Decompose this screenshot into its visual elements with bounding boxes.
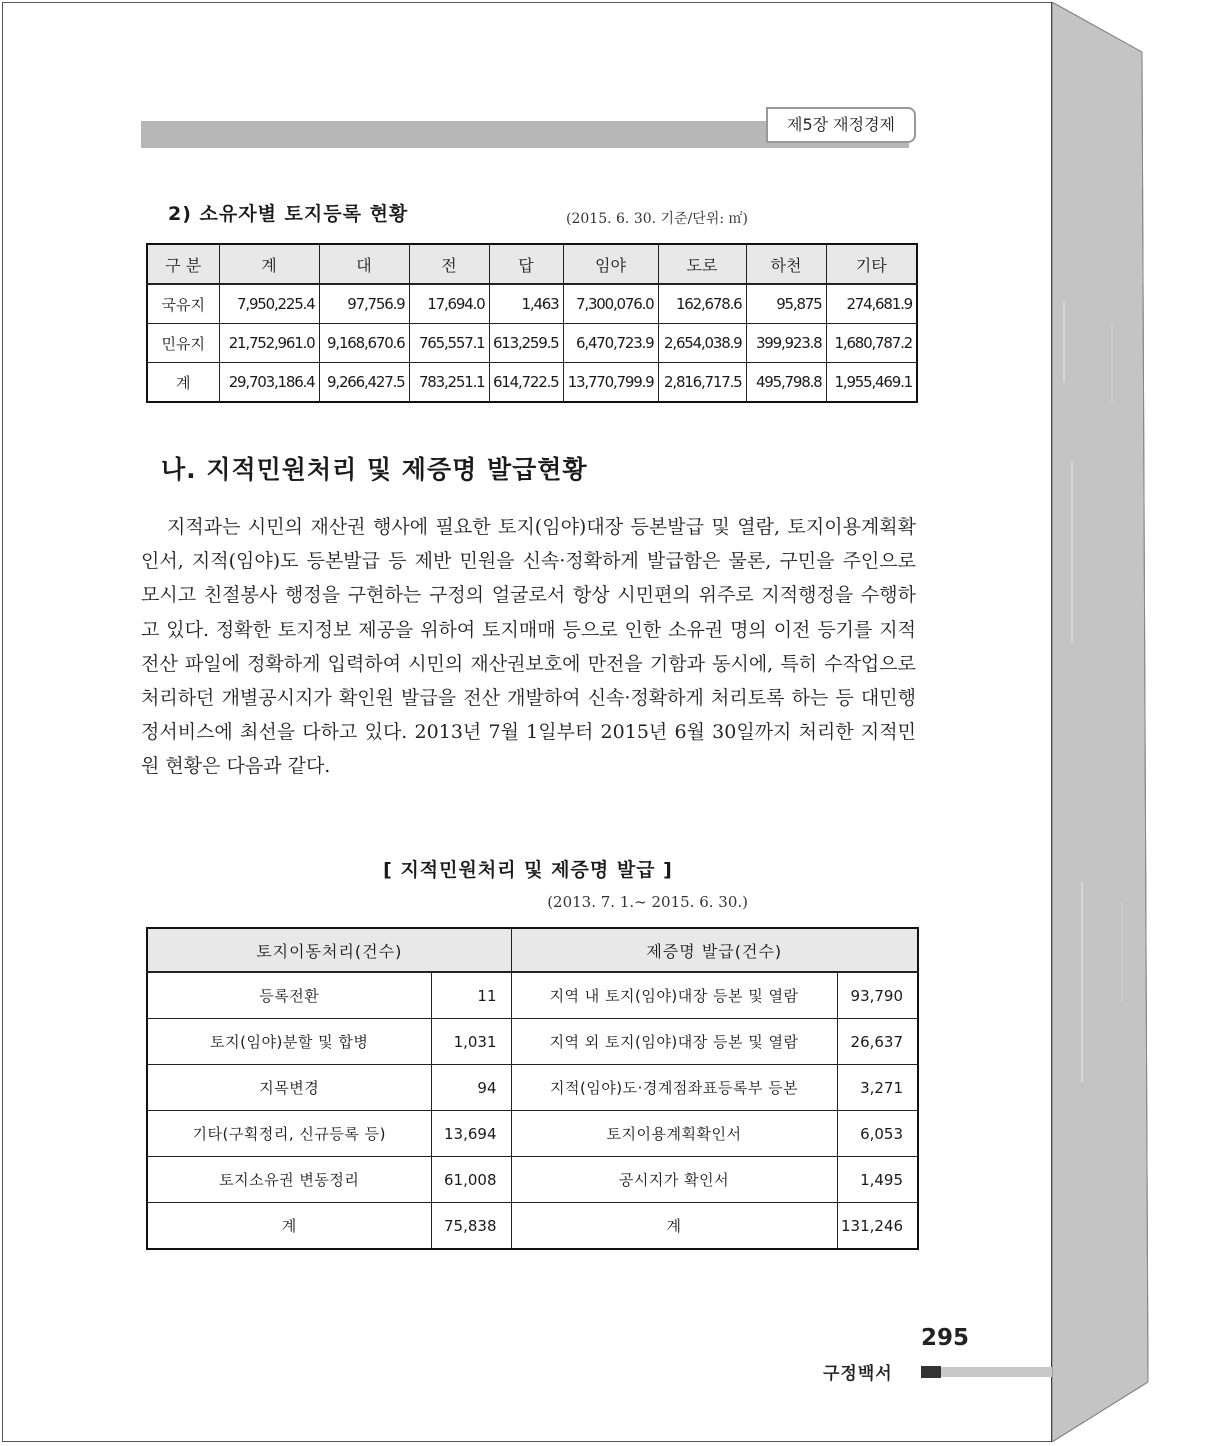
column-header: 대: [319, 244, 409, 284]
table-cell: 1,495: [837, 1157, 918, 1203]
table-cell: 21,752,961.0: [219, 324, 319, 363]
table-row: [147, 1111, 918, 1157]
row-label: 계: [147, 363, 219, 403]
table-cell: 기타(구획정리, 신규등록 등): [147, 1111, 431, 1157]
table-row: [147, 972, 918, 1019]
column-header: 기타: [826, 244, 917, 284]
table-cell: 17,694.0: [409, 284, 489, 324]
table-cell: 토지(임야)분할 및 합병: [147, 1019, 431, 1065]
table-cell: 지적(임야)도·경계점좌표등록부 등본: [511, 1065, 837, 1111]
table-title: [ 지적민원처리 및 제증명 발급 ]: [383, 859, 673, 881]
table-cell: 토지이용계획확인서: [511, 1111, 837, 1157]
page-number: 295: [921, 1325, 970, 1351]
column-header: 구 분: [147, 244, 219, 284]
table-cell: 75,838: [431, 1203, 511, 1250]
table-cell: 계: [511, 1203, 837, 1250]
civil-affairs-table: [146, 927, 919, 1250]
table-row: [147, 1157, 918, 1203]
table-cell: 1,680,787.2: [826, 324, 917, 363]
section-title: 2) 소유자별 토지등록 현황: [168, 203, 409, 225]
footer-bar: [941, 1367, 1053, 1377]
paragraph-text: 지적과는 시민의 재산권 행사에 필요한 토지(임야)대장 등본발급 및 열람, 토지이용계획확인서, 지적(임야)도 등본발급 등 제반 민원을 신속·정확하게 발급함은 물론, 구민을 주인으로 모시고 친절봉사 행정을 구현하는 구정의 얼굴로서 항상 시민편의 위주로 지적행정을 수행하고 있다. 정확한 토지정보 제공을 위하여 토지매매 등으로 인한 소유권 명의 이전 등기를 지적전산 파일에 정확하게 입력하여 시민의 재산권보호에 만전을 기함과 동시에, 특히 수작업으로 처리하던 개별공시지가 확인원 발급을 전산 개발하여 신속·정확하게 처리토록 하는 등 대민행정서비스에 최선을 다하고 있다. 2013년 7월 1일부터 2015년 6월 30일까지 처리한 지적민원 현황은 다음과 같다.: [141, 516, 916, 778]
table-cell: 1,955,469.1: [826, 363, 917, 403]
table-cell: 95,875: [746, 284, 826, 324]
book-title: 구정백서: [823, 1364, 893, 1384]
table-cell: 토지소유권 변동정리: [147, 1157, 431, 1203]
table-cell: 2,654,038.9: [658, 324, 746, 363]
table-cell: 13,694: [431, 1111, 511, 1157]
table-cell: 94: [431, 1065, 511, 1111]
table-cell: 지목변경: [147, 1065, 431, 1111]
section-heading: 나. 지적민원처리 및 제증명 발급현황: [161, 455, 588, 484]
table-cell: 9,168,670.6: [319, 324, 409, 363]
footer-mark: [921, 1366, 941, 1378]
book-edge-3d: [1052, 2, 1150, 1442]
table-cell: 등록전환: [147, 972, 431, 1019]
land-registration-table: [146, 243, 918, 403]
period-note: (2013. 7. 1.~ 2015. 6. 30.): [547, 893, 748, 911]
table-cell: 131,246: [837, 1203, 918, 1250]
table-cell: 3,271: [837, 1065, 918, 1111]
table-cell: 11: [431, 972, 511, 1019]
table-cell: 765,557.1: [409, 324, 489, 363]
table-cell: 1,031: [431, 1019, 511, 1065]
table-row: [147, 1065, 918, 1111]
table-row: [147, 1019, 918, 1065]
column-header: 답: [489, 244, 563, 284]
table-cell: 93,790: [837, 972, 918, 1019]
table-row: [147, 284, 917, 324]
table-cell: 274,681.9: [826, 284, 917, 324]
table-cell: 지역 외 토지(임야)대장 등본 및 열람: [511, 1019, 837, 1065]
table-row: [147, 1203, 918, 1250]
table-cell: 지역 내 토지(임야)대장 등본 및 열람: [511, 972, 837, 1019]
chapter-tab: 제5장 재정경제: [766, 107, 916, 143]
table-row: [147, 324, 917, 363]
column-header: 하천: [746, 244, 826, 284]
table-cell: 495,798.8: [746, 363, 826, 403]
table-cell: 계: [147, 1203, 431, 1250]
table-cell: 2,816,717.5: [658, 363, 746, 403]
table-cell: 61,008: [431, 1157, 511, 1203]
table-cell: 9,266,427.5: [319, 363, 409, 403]
column-header: 전: [409, 244, 489, 284]
table-cell: 6,053: [837, 1111, 918, 1157]
table-cell: 399,923.8: [746, 324, 826, 363]
table-cell: 1,463: [489, 284, 563, 324]
table-header-row: [147, 244, 917, 284]
table-cell: 공시지가 확인서: [511, 1157, 837, 1203]
table-cell: 7,300,076.0: [563, 284, 658, 324]
table-cell: 162,678.6: [658, 284, 746, 324]
table-cell: 614,722.5: [489, 363, 563, 403]
row-label: 국유지: [147, 284, 219, 324]
table-cell: 7,950,225.4: [219, 284, 319, 324]
column-header: 제증명 발급(건수): [511, 928, 918, 972]
table-cell: 13,770,799.9: [563, 363, 658, 403]
column-header: 도로: [658, 244, 746, 284]
column-header: 계: [219, 244, 319, 284]
unit-note: (2015. 6. 30. 기준/단위: ㎡): [566, 211, 748, 227]
table-cell: 613,259.5: [489, 324, 563, 363]
table-cell: 29,703,186.4: [219, 363, 319, 403]
table-cell: 783,251.1: [409, 363, 489, 403]
table-cell: 6,470,723.9: [563, 324, 658, 363]
document-page: [2, 2, 1052, 1442]
body-paragraph: [141, 510, 916, 784]
table-cell: 97,756.9: [319, 284, 409, 324]
table-header-row: [147, 928, 918, 972]
table-row: [147, 363, 917, 403]
table-cell: 26,637: [837, 1019, 918, 1065]
row-label: 민유지: [147, 324, 219, 363]
column-header: 임야: [563, 244, 658, 284]
column-header: 토지이동처리(건수): [147, 928, 511, 972]
